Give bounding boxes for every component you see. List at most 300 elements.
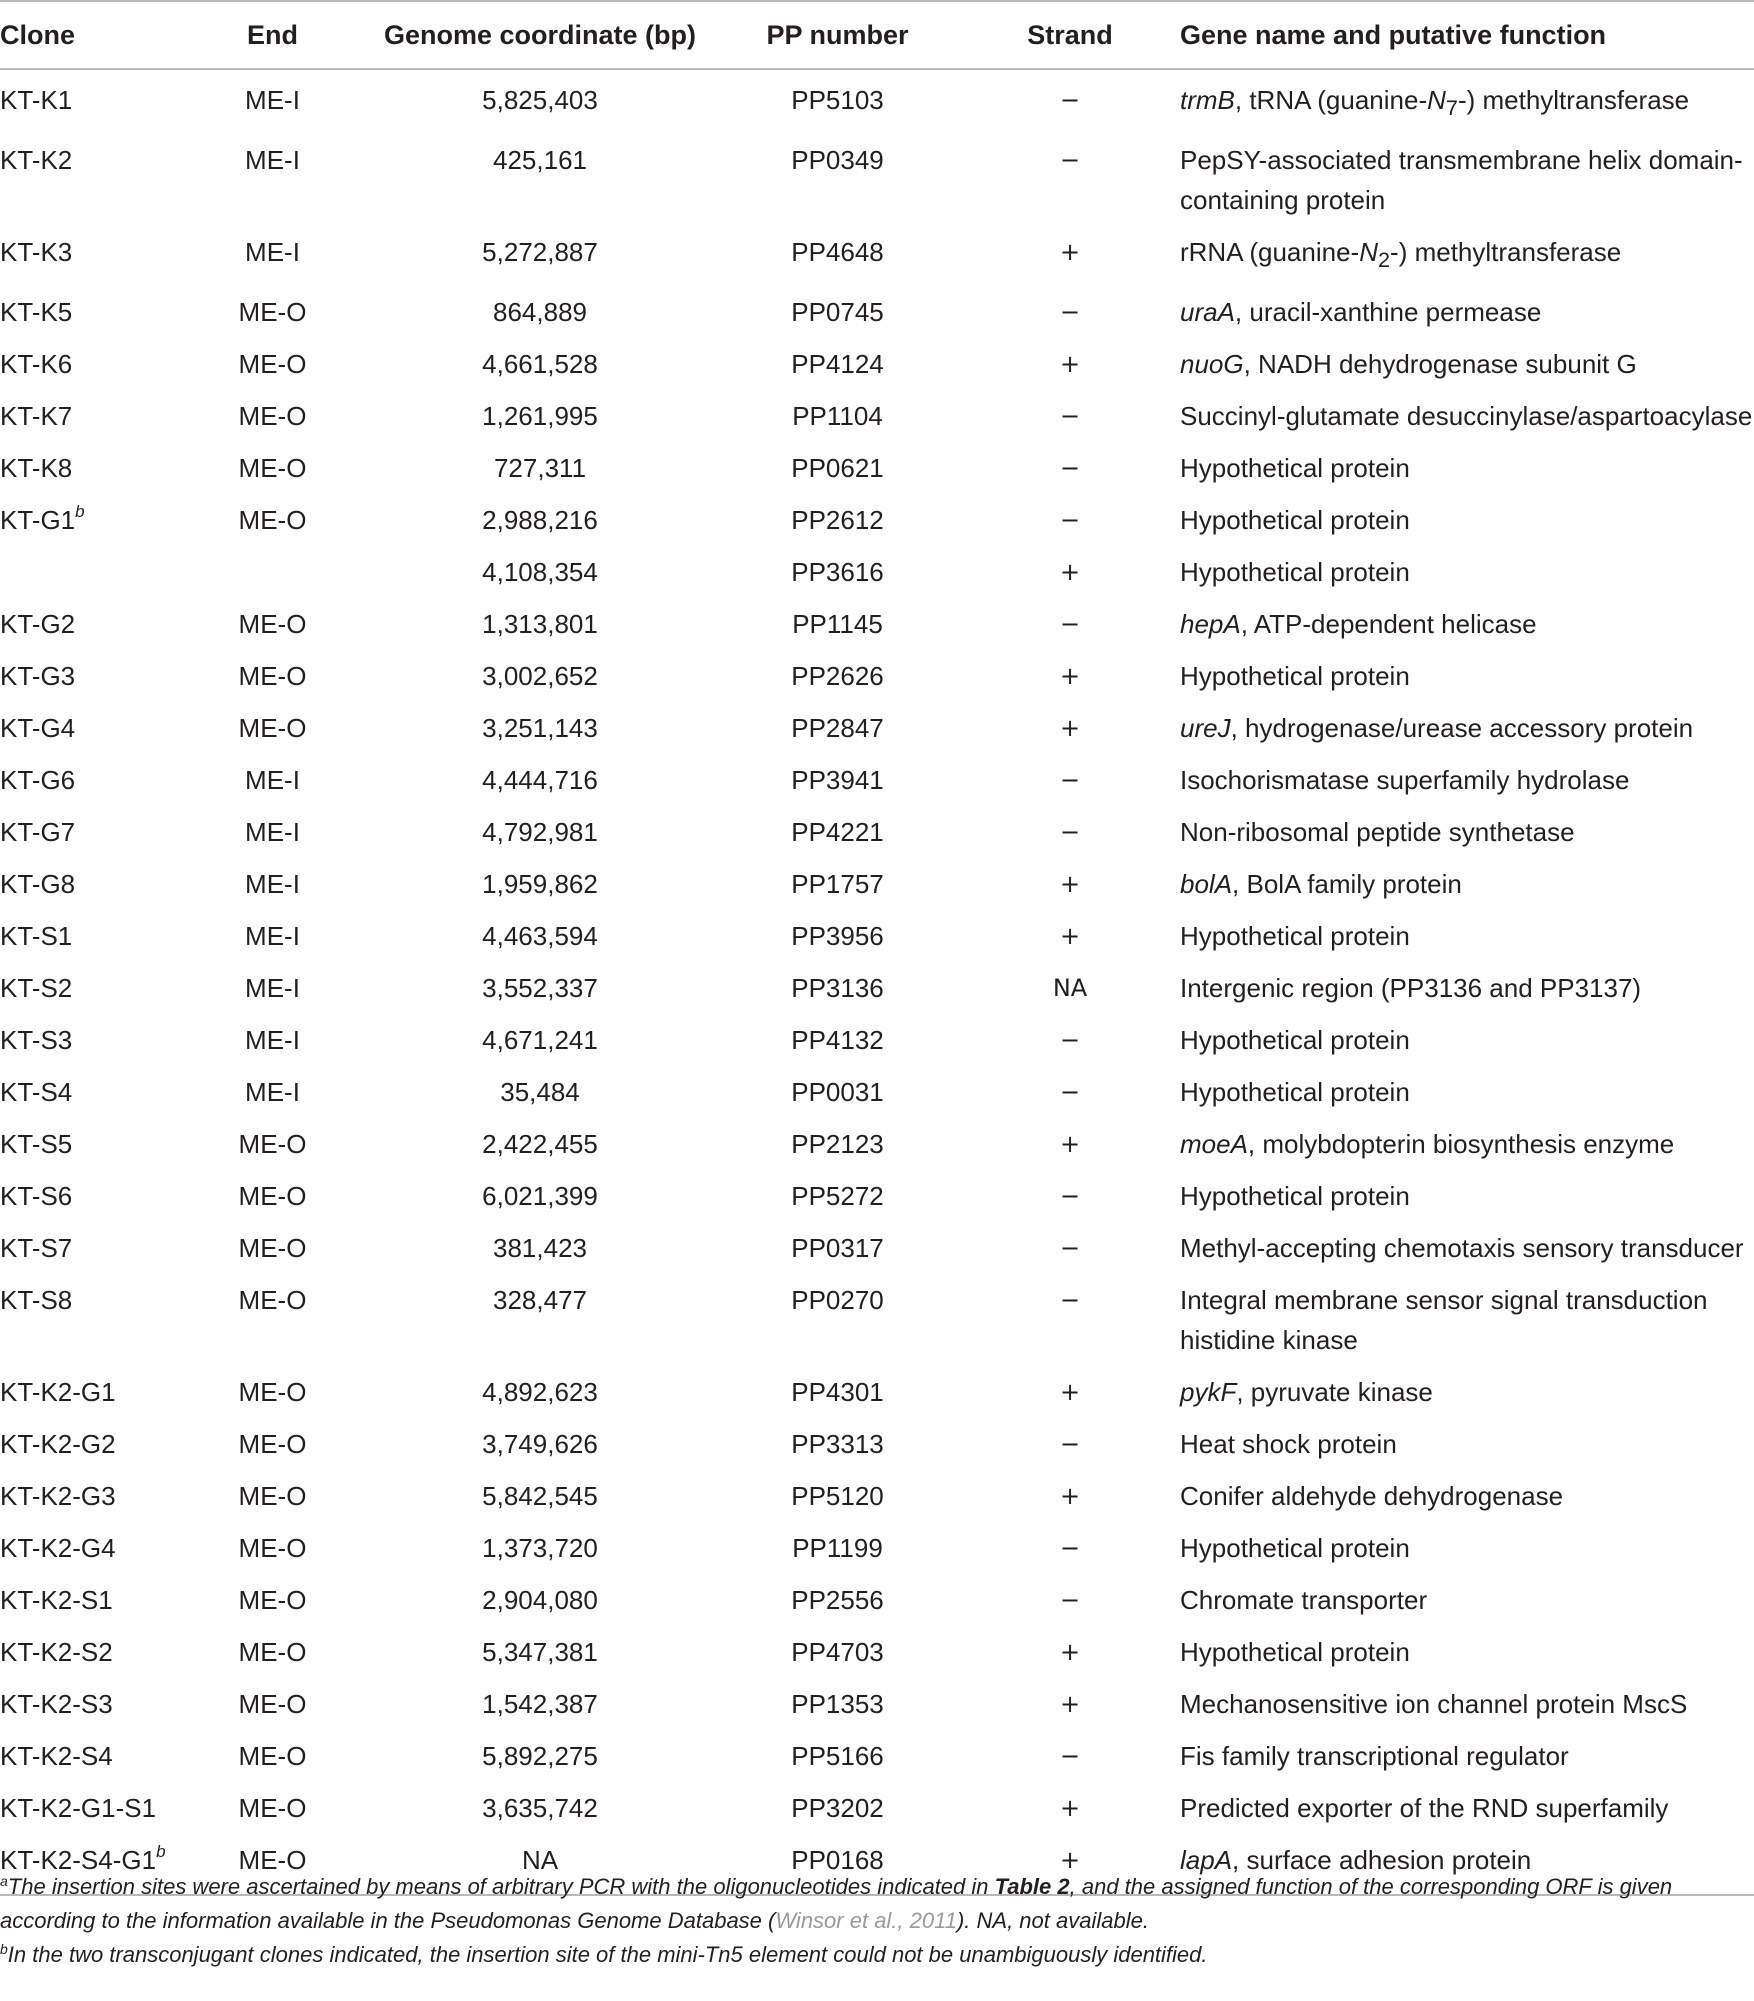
cell-pp-number: PP1757 [791, 869, 884, 900]
header-clone: Clone [0, 1, 180, 69]
cell-pp-number: PP2847 [791, 713, 884, 744]
clone-id: KT-K2-G2 [0, 1429, 116, 1460]
table-row [0, 334, 1754, 386]
gene-function-text: Isochorismatase superfamily hydrolase [1180, 765, 1630, 796]
cell-gene-function [1180, 282, 1754, 334]
gene-function-text: , tRNA (guanine- [1234, 85, 1428, 115]
table-row [0, 802, 1754, 854]
cell-end: ME-I [245, 1025, 300, 1056]
cell-gene-function [1180, 386, 1754, 438]
gene-function-text: , surface adhesion protein [1232, 1845, 1532, 1876]
cell-genome-coordinate: 2,904,080 [482, 1585, 598, 1616]
cell-end: ME-O [238, 401, 307, 432]
cell-clone [0, 222, 180, 282]
cell-end: ME-O [238, 505, 307, 536]
cell-clone [0, 1778, 180, 1830]
cell-clone [0, 802, 180, 854]
cell-gene-function [1180, 1518, 1754, 1570]
cell-genome-coordinate: 6,021,399 [482, 1181, 598, 1212]
header-end: End [180, 1, 365, 69]
header-gene-function: Gene name and putative function [1180, 1, 1754, 69]
cell-end [180, 542, 365, 594]
cell-genome-coordinate: 5,892,275 [482, 1741, 598, 1772]
cell-pp-number: PP5120 [791, 1481, 884, 1512]
gene-function-text: Hypothetical protein [1180, 1637, 1410, 1668]
gene-name: nuoG [1180, 349, 1244, 380]
cell-genome-coordinate: 4,661,528 [482, 349, 598, 380]
cell-end: ME-O [238, 1429, 307, 1460]
cell-strand: − [1059, 1430, 1081, 1459]
cell-strand: + [1059, 1638, 1081, 1667]
cell-strand: + [1059, 350, 1081, 379]
clone-id: KT-G6 [0, 765, 76, 796]
cell-genome-coordinate: 3,635,742 [482, 1793, 598, 1824]
cell-gene-function [1180, 750, 1754, 802]
gene-function-text: , hydrogenase/urease accessory protein [1230, 713, 1694, 744]
cell-clone [0, 386, 180, 438]
clone-id: KT-K2-S2 [0, 1637, 113, 1668]
gene-function-text: , NADH dehydrogenase subunit G [1243, 349, 1637, 380]
cell-pp-number: PP5103 [791, 85, 884, 115]
gene-function-text: Hypothetical protein [1180, 1533, 1410, 1564]
cell-strand: + [1059, 1130, 1081, 1159]
cell-gene-function [1180, 1010, 1754, 1062]
cell-pp-number: PP0621 [791, 453, 884, 484]
cell-end: ME-I [245, 869, 300, 900]
clone-id: KT-S6 [0, 1181, 73, 1212]
cell-clone [0, 906, 180, 958]
cell-genome-coordinate: 1,313,801 [482, 609, 598, 640]
gene-name: ureJ [1180, 713, 1231, 744]
gene-name: trmB [1180, 85, 1235, 115]
footnote-a-citation[interactable]: Winsor et al., 2011 [775, 1908, 957, 1933]
cell-genome-coordinate: NA [365, 1830, 715, 1895]
footnote-b-marker: b [0, 1941, 8, 1957]
cell-genome-coordinate: 1,373,720 [482, 1533, 598, 1564]
gene-function-text: Methyl-accepting chemotaxis sensory transducer [1180, 1233, 1744, 1264]
cell-strand: − [1059, 1586, 1081, 1615]
clone-id: KT-K2-G3 [0, 1481, 116, 1512]
table-row [0, 222, 1754, 282]
cell-gene-function [1180, 438, 1754, 490]
table-row [0, 282, 1754, 334]
gene-function-text: Heat shock protein [1180, 1429, 1397, 1460]
cell-pp-number: PP3941 [791, 765, 884, 796]
cell-genome-coordinate: 5,842,545 [482, 1481, 598, 1512]
table-row [0, 854, 1754, 906]
cell-pp-number: PP1353 [791, 1689, 884, 1720]
cell-strand: + [1059, 1482, 1081, 1511]
cell-pp-number: PP5272 [791, 1181, 884, 1212]
gene-name: hepA [1180, 609, 1241, 640]
cell-gene-function [1180, 1414, 1754, 1466]
clone-id: KT-S8 [0, 1285, 73, 1316]
gene-function-text: Predicted exporter of the RND superfamily [1180, 1793, 1669, 1824]
cell-clone [0, 1466, 180, 1518]
cell-gene-function [1180, 1674, 1754, 1726]
cell-end: ME-O [238, 453, 307, 484]
clone-id: KT-K2-G4 [0, 1533, 116, 1564]
cell-strand: − [1059, 454, 1081, 483]
cell-end: ME-I [245, 921, 300, 952]
cell-clone [0, 1414, 180, 1466]
cell-genome-coordinate: 727,311 [493, 453, 587, 484]
gene-name: bolA [1180, 869, 1233, 900]
cell-clone [0, 490, 180, 542]
cell-strand: − [1059, 1534, 1081, 1563]
cell-end: ME-O [238, 713, 307, 744]
cell-gene-function [1180, 802, 1754, 854]
cell-genome-coordinate: 2,988,216 [482, 505, 598, 536]
clone-id: KT-K2-S3 [0, 1689, 113, 1720]
cell-genome-coordinate: 3,251,143 [482, 713, 598, 744]
cell-clone [0, 438, 180, 490]
cell-pp-number: PP3956 [791, 921, 884, 952]
cell-clone [0, 1114, 180, 1166]
gene-name: lapA [1180, 1845, 1233, 1876]
cell-gene-function [1180, 1622, 1754, 1674]
clone-id: KT-K2-S4-G1 [0, 1845, 157, 1876]
clone-id: KT-K2 [0, 145, 73, 176]
cell-genome-coordinate: 1,959,862 [482, 869, 598, 900]
cell-gene-function [1180, 594, 1754, 646]
cell-clone [0, 1010, 180, 1062]
cell-pp-number: PP4703 [791, 1637, 884, 1668]
gene-function-text: PepSY-associated transmembrane helix domain-containing protein [1180, 145, 1743, 216]
gene-function-subscript: 7 [1445, 95, 1458, 121]
cell-end: ME-O [238, 1793, 307, 1824]
cell-strand: − [1059, 610, 1081, 639]
table-row [0, 1622, 1754, 1674]
table-row [0, 1166, 1754, 1218]
cell-pp-number: PP4648 [791, 237, 884, 268]
cell-clone [0, 1518, 180, 1570]
cell-clone [0, 698, 180, 750]
cell-genome-coordinate: 3,552,337 [482, 973, 598, 1004]
cell-clone [0, 69, 180, 130]
clone-id: KT-K7 [0, 401, 73, 432]
cell-genome-coordinate: 4,444,716 [482, 765, 598, 796]
cell-gene-function [1180, 69, 1754, 130]
cell-gene-function [1180, 334, 1754, 386]
cell-end: ME-O [238, 297, 307, 328]
table-row [0, 750, 1754, 802]
cell-pp-number: PP2626 [791, 661, 884, 692]
table-row [0, 958, 1754, 1010]
cell-strand: − [1059, 146, 1081, 175]
cell-gene-function [1180, 1218, 1754, 1270]
cell-strand: − [1059, 1026, 1081, 1055]
cell-clone [0, 750, 180, 802]
cell-end: ME-O [238, 1233, 307, 1264]
cell-genome-coordinate: 4,792,981 [482, 817, 598, 848]
gene-function-text-post: -) methyltransferase [1457, 85, 1690, 115]
cell-genome-coordinate: 328,477 [493, 1285, 587, 1316]
clone-id: KT-G2 [0, 609, 76, 640]
cell-strand: − [1059, 402, 1081, 431]
table-row [0, 1114, 1754, 1166]
gene-function-text: Hypothetical protein [1180, 921, 1410, 952]
cell-clone [0, 542, 180, 594]
clone-id: KT-K5 [0, 297, 73, 328]
table-row [0, 646, 1754, 698]
cell-genome-coordinate: 4,108,354 [482, 557, 598, 588]
cell-strand: + [1059, 662, 1081, 691]
gene-function-italic: N [1359, 237, 1378, 268]
cell-clone [0, 334, 180, 386]
cell-genome-coordinate: 1,542,387 [482, 1689, 598, 1720]
cell-strand: − [1059, 1742, 1081, 1771]
cell-end: ME-I [245, 85, 300, 115]
clone-id: KT-G3 [0, 661, 76, 692]
cell-pp-number: PP0031 [791, 1077, 884, 1108]
clone-id: KT-S7 [0, 1233, 73, 1264]
cell-gene-function [1180, 1270, 1754, 1362]
gene-name: uraA [1180, 297, 1235, 328]
cell-genome-coordinate: 5,825,403 [482, 85, 598, 115]
cell-genome-coordinate: 5,272,887 [482, 237, 598, 268]
table-row [0, 594, 1754, 646]
cell-pp-number: PP3313 [791, 1429, 884, 1460]
gene-function-text: Mechanosensitive ion channel protein MscS [1180, 1689, 1688, 1720]
gene-function-text: Hypothetical protein [1180, 453, 1410, 484]
cell-clone [0, 1674, 180, 1726]
footnote-a-text-1: The insertion sites were ascertained by means of arbitrary PCR with the oligonucleotides indicated in [7, 1874, 995, 1899]
table-row [0, 1414, 1754, 1466]
gene-function-text: Succinyl-glutamate desuccinylase/aspartoacylase [1180, 401, 1753, 432]
gene-function-text: , uracil-xanthine permease [1234, 297, 1542, 328]
cell-strand: + [1059, 1690, 1081, 1719]
table-row [0, 1726, 1754, 1778]
clone-id: KT-K3 [0, 237, 73, 268]
cell-end: ME-O [180, 1830, 365, 1895]
cell-pp-number: PP1145 [792, 609, 883, 640]
cell-pp-number: PP3202 [791, 1793, 884, 1824]
cell-pp-number: PP1104 [792, 401, 883, 432]
cell-gene-function [1180, 1570, 1754, 1622]
cell-strand: + [960, 1830, 1180, 1895]
cell-end: ME-O [238, 1377, 307, 1408]
cell-strand: + [1059, 558, 1081, 587]
clone-id: KT-G4 [0, 713, 76, 744]
cell-gene-function [1180, 1062, 1754, 1114]
gene-function-italic: N [1427, 85, 1446, 115]
clone-id: KT-S4 [0, 1077, 73, 1108]
cell-genome-coordinate: 2,422,455 [482, 1129, 598, 1160]
clone-footnote-marker: b [156, 1842, 166, 1862]
cell-clone [0, 1270, 180, 1362]
cell-strand: − [1059, 1286, 1081, 1315]
clone-footnote-marker: b [75, 502, 85, 522]
clone-id: KT-G1 [0, 505, 76, 536]
cell-end: ME-O [238, 1533, 307, 1564]
table-row [0, 1062, 1754, 1114]
cell-clone [0, 1726, 180, 1778]
cell-strand: + [1059, 1378, 1081, 1407]
cell-end: ME-O [238, 1585, 307, 1616]
footnote-a [0, 1870, 1754, 1938]
cell-end: ME-O [238, 1129, 307, 1160]
cell-strand: − [1059, 766, 1081, 795]
cell-strand: + [1059, 238, 1081, 267]
cell-pp-number: PP5166 [791, 1741, 884, 1772]
gene-function-text: Hypothetical protein [1180, 1077, 1410, 1108]
cell-end: ME-O [238, 1285, 307, 1316]
table-row [0, 1218, 1754, 1270]
cell-pp-number: PP4301 [791, 1377, 884, 1408]
gene-function-text: Hypothetical protein [1180, 557, 1410, 588]
cell-clone [0, 130, 180, 222]
cell-end: ME-I [245, 973, 300, 1004]
cell-gene-function [1180, 1362, 1754, 1414]
gene-function-text: Non-ribosomal peptide synthetase [1180, 817, 1575, 848]
gene-function-text: Intergenic region (PP3136 and PP3137) [1180, 973, 1642, 1004]
clone-id: KT-K2-G1-S1 [0, 1793, 157, 1824]
gene-function-text: Integral membrane sensor signal transduction histidine kinase [1180, 1285, 1708, 1356]
cell-end: ME-I [245, 237, 300, 268]
cell-end: ME-I [245, 1077, 300, 1108]
cell-pp-number: PP0317 [791, 1233, 884, 1264]
cell-gene-function [1180, 646, 1754, 698]
table-row [0, 490, 1754, 542]
gene-function-subscript: 2 [1377, 247, 1391, 273]
gene-function-text: Hypothetical protein [1180, 505, 1410, 536]
table-row [0, 1674, 1754, 1726]
clone-id: KT-K2-G1 [0, 1377, 116, 1408]
cell-strand: NA [1052, 974, 1088, 1003]
cell-pp-number: PP4132 [791, 1025, 884, 1056]
cell-strand: − [1059, 818, 1081, 847]
clone-id: KT-S2 [0, 973, 73, 1004]
cell-gene-function [1180, 1466, 1754, 1518]
table-row [0, 130, 1754, 222]
cell-pp-number: PP0349 [791, 145, 884, 176]
cell-end: ME-O [238, 1689, 307, 1720]
cell-pp-number: PP2612 [791, 505, 884, 536]
cell-genome-coordinate: 4,671,241 [482, 1025, 598, 1056]
table-row [0, 1270, 1754, 1362]
table-row [0, 1362, 1754, 1414]
footnote-a-text-2: , and the assigned function of the corresponding ORF is given according to the information available in the Pseudomonas Genome Database ( [0, 1874, 1673, 1933]
cell-strand: + [1059, 714, 1081, 743]
gene-function-text: Fis family transcriptional regulator [1180, 1741, 1569, 1772]
clone-id: KT-K8 [0, 453, 73, 484]
footnote-a-text-3: ). NA, not available. [956, 1908, 1149, 1933]
clone-id: KT-G7 [0, 817, 76, 848]
cell-strand: + [1059, 1794, 1081, 1823]
clone-id: KT-K1 [0, 85, 73, 115]
clone-id: KT-K2-S4 [0, 1741, 113, 1772]
table-row [0, 438, 1754, 490]
cell-strand: − [1059, 1078, 1081, 1107]
gene-function-text: rRNA (guanine- [1180, 237, 1360, 268]
header-row [0, 1, 1754, 69]
table-footnotes [0, 1870, 1754, 1972]
table-row [0, 1010, 1754, 1062]
cell-pp-number: PP3136 [791, 973, 884, 1004]
cell-gene-function [1180, 1778, 1754, 1830]
cell-genome-coordinate: 4,892,623 [482, 1377, 598, 1408]
cell-genome-coordinate: 1,261,995 [482, 401, 598, 432]
cell-gene-function [1180, 1114, 1754, 1166]
table-row [0, 698, 1754, 750]
table-row [0, 1570, 1754, 1622]
cell-end: ME-I [245, 145, 300, 176]
cell-clone [0, 854, 180, 906]
cell-clone [0, 1218, 180, 1270]
cell-strand: − [1059, 1182, 1081, 1211]
cell-end: ME-O [238, 1181, 307, 1212]
gene-function-text-post: -) methyltransferase [1390, 237, 1622, 268]
cell-gene-function [1180, 958, 1754, 1010]
gene-function-text: Hypothetical protein [1180, 1181, 1410, 1212]
cell-genome-coordinate: 5,347,381 [482, 1637, 598, 1668]
clone-id: KT-G8 [0, 869, 76, 900]
cell-clone [0, 646, 180, 698]
table-row [0, 1778, 1754, 1830]
cell-genome-coordinate: 3,749,626 [482, 1429, 598, 1460]
footnote-b [0, 1938, 1754, 1972]
clone-id: KT-S1 [0, 921, 73, 952]
footnote-b-text: In the two transconjugant clones indicated, the insertion site of the mini-Tn5 element could not be unambiguously identified. [7, 1942, 1208, 1967]
cell-clone [0, 282, 180, 334]
cell-end: ME-O [238, 349, 307, 380]
cell-pp-number: PP1199 [792, 1533, 883, 1564]
gene-function-text: , ATP-dependent helicase [1240, 609, 1537, 640]
gene-function-text: , BolA family protein [1232, 869, 1462, 900]
cell-clone [0, 594, 180, 646]
cell-gene-function [1180, 222, 1754, 282]
footnote-a-table-ref[interactable]: Table 2 [994, 1874, 1070, 1899]
cell-pp-number: PP4124 [791, 349, 884, 380]
cell-end: ME-I [245, 765, 300, 796]
table-row [0, 906, 1754, 958]
cell-pp-number: PP0270 [791, 1285, 884, 1316]
cell-genome-coordinate: 35,484 [500, 1077, 580, 1108]
cell-gene-function [1180, 1726, 1754, 1778]
cell-gene-function [1180, 542, 1754, 594]
cell-pp-number: PP4221 [791, 817, 884, 848]
cell-end: ME-I [245, 817, 300, 848]
cell-gene-function [1180, 490, 1754, 542]
cell-strand: − [1059, 298, 1081, 327]
cell-genome-coordinate: 381,423 [493, 1233, 587, 1264]
cell-clone [0, 1362, 180, 1414]
cell-end: ME-O [238, 1481, 307, 1512]
table-row [0, 69, 1754, 130]
cell-strand: − [1059, 506, 1081, 535]
gene-name: pykF [1180, 1377, 1237, 1408]
cell-pp-number: PP0745 [791, 297, 884, 328]
footnote-a-marker: a [0, 1873, 8, 1889]
clone-id: KT-S5 [0, 1129, 73, 1160]
gene-function-text: Conifer aldehyde dehydrogenase [1180, 1481, 1564, 1512]
table-row [0, 542, 1754, 594]
cell-pp-number: PP2556 [791, 1585, 884, 1616]
cell-genome-coordinate: 4,463,594 [482, 921, 598, 952]
cell-gene-function [1180, 1166, 1754, 1218]
clone-id: KT-S3 [0, 1025, 73, 1056]
cell-clone [0, 1622, 180, 1674]
cell-strand: + [1059, 922, 1081, 951]
cell-end: ME-O [238, 1741, 307, 1772]
table-row [0, 386, 1754, 438]
cell-pp-number: PP0168 [715, 1830, 960, 1895]
cell-strand: − [1059, 1234, 1081, 1263]
cell-pp-number: PP3616 [791, 557, 884, 588]
cell-clone [0, 1166, 180, 1218]
clone-id: KT-K2-S1 [0, 1585, 113, 1616]
